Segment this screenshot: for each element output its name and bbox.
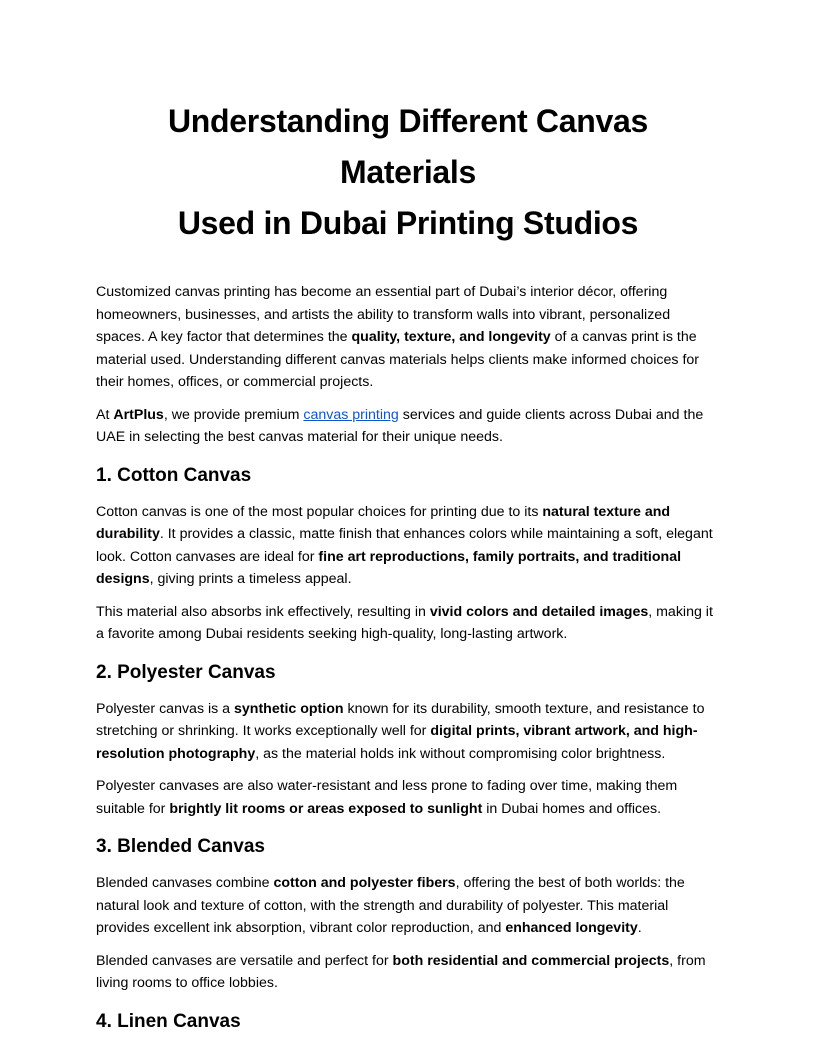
section-heading-linen: 4. Linen Canvas: [96, 1010, 241, 1032]
cotton-paragraph-1: [96, 501, 720, 591]
text-run: , making it a favorite among Dubai residents seeking high-quality, long-lasting artwork.: [96, 603, 713, 642]
bold-text: digital prints, vibrant artwork, and high-resolution photography: [96, 723, 698, 762]
bold-text: quality, texture, and longevity: [351, 329, 551, 345]
bold-text: cotton and polyester fibers: [273, 875, 456, 891]
blended-paragraph-2: [96, 950, 720, 995]
text-run: . It provides a classic, matte finish that enhances colors while maintaining a soft, elegant look. Cotton canvases are ideal for: [96, 526, 713, 565]
section-heading-polyester: 2. Polyester Canvas: [96, 661, 276, 683]
text-run: Blended canvases are versatile and perfect for: [96, 952, 393, 969]
polyester-paragraph-2: [96, 775, 720, 820]
title-line-2: Used in Dubai Printing Studios: [177, 205, 639, 241]
bold-text: both residential and commercial projects: [392, 952, 670, 969]
text-run: This material also absorbs ink effectively, resulting in: [96, 603, 430, 620]
page-title: [96, 0, 720, 249]
text-run: Polyester canvases are also water-resistant and less prone to fading over time, making them suitable for: [96, 778, 678, 817]
text-run: Polyester canvas is a: [96, 700, 234, 717]
text-run: , as the material holds ink without compromising color brightness.: [255, 745, 666, 762]
brand-name: ArtPlus: [113, 406, 164, 423]
text-run: .: [637, 920, 642, 936]
bold-text: fine art reproductions, family portraits, and traditional designs: [96, 548, 682, 587]
intro-paragraph-1: [96, 281, 720, 394]
text-run: of a canvas print is the material used. Understanding different canvas materials helps clients make informed choices for their homes, offices, or commercial projects.: [96, 329, 700, 390]
text-run: , offering the best of both worlds: the natural look and texture of cotton, with the strength and durability of polyester. This material provides excellent ink absorption, vibrant color reproduction, and: [96, 875, 685, 936]
text-run: known for its durability, smooth texture, and resistance to stretching or shrinking. It works exceptionally well for: [96, 700, 705, 739]
section-heading-blended: 3. Blended Canvas: [96, 836, 265, 857]
intro-paragraph-2: [96, 404, 720, 449]
bold-text: vivid colors and detailed images: [429, 603, 649, 620]
text-run: in Dubai homes and offices.: [482, 800, 662, 817]
text-run: Customized canvas printing has become an essential part of Dubai’s interior décor, offering homeowners, businesses, and artists the ability to transform walls into vibrant, personalized spaces. A key factor that determines the: [96, 284, 671, 345]
section-heading-cotton: 1. Cotton Canvas: [96, 464, 252, 486]
bold-text: brightly lit rooms or areas exposed to sunlight: [169, 800, 483, 817]
text-run: , we provide premium: [163, 406, 304, 423]
polyester-paragraph-1: [96, 698, 720, 766]
bold-text: natural texture and durability: [96, 503, 671, 542]
text-run: , giving prints a timeless appeal.: [149, 571, 352, 587]
text-run: Blended canvases combine: [96, 875, 274, 891]
text-run: services and guide clients across Dubai and the UAE in selecting the best canvas material for their unique needs.: [96, 406, 704, 445]
text-run: At: [96, 406, 114, 423]
bold-text: enhanced longevity: [505, 920, 638, 936]
text-run: , from living rooms to office lobbies.: [96, 952, 706, 991]
bold-text: synthetic option: [234, 700, 344, 717]
title-line-1: Understanding Different Canvas Materials: [168, 103, 648, 190]
cotton-paragraph-2: [96, 601, 720, 646]
canvas-printing-link[interactable]: canvas printing: [303, 406, 399, 423]
blended-paragraph-1: [96, 872, 720, 940]
text-run: Cotton canvas is one of the most popular choices for printing due to its: [96, 503, 543, 520]
